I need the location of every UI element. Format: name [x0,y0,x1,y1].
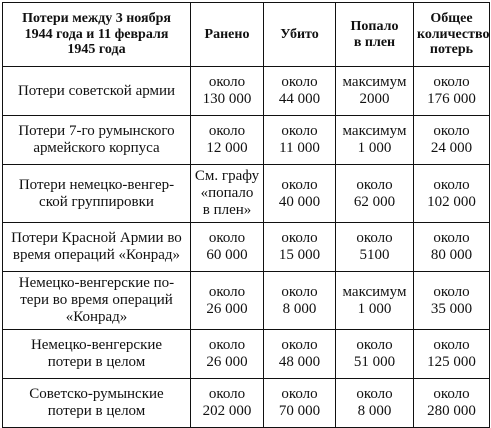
header-captured [336,3,414,67]
cell-captured [336,116,414,165]
row-label [3,330,191,379]
losses-table-container [2,2,490,419]
row-label-text: Советско-румынские потери в целом [29,386,164,419]
cell-wounded [191,165,264,223]
cell-wounded [191,379,264,428]
row-label-text: Немецко-венгерские по- тери во время операций «Конрад» [18,275,175,325]
header-captured-text: Попало в плен [350,18,399,50]
cell-captured-text: около 51 000 [353,337,396,370]
cell-wounded [191,116,264,165]
cell-total [414,165,490,223]
cell-total-text: около 102 000 [427,176,476,210]
cell-wounded-text: около 130 000 [202,74,252,107]
cell-captured-text: около 62 000 [353,176,396,210]
cell-killed-text: около 44 000 [278,74,321,107]
table-row [3,116,490,165]
table-row [3,223,490,272]
cell-wounded-text: См. графу «попало в плен» [194,168,260,218]
header-period-text: Потери между 3 ноября 1944 года и 11 февраля 1945 года [22,10,171,58]
cell-wounded-text: около 26 000 [206,337,248,370]
cell-killed [264,116,336,165]
header-killed [264,3,336,67]
cell-wounded [191,223,264,272]
table-row [3,67,490,116]
cell-captured-text: максимум 2000 [342,74,407,107]
cell-total-text: около 80 000 [430,230,473,263]
cell-total-text: около 280 000 [427,386,476,419]
table-row [3,330,490,379]
cell-killed-text: около 15 000 [278,230,321,263]
cell-killed [264,223,336,272]
cell-total [414,116,490,165]
cell-captured [336,165,414,223]
header-total [414,3,490,67]
header-period [3,3,191,67]
row-label [3,67,191,116]
cell-wounded [191,330,264,379]
cell-killed [264,330,336,379]
row-label-text: Потери 7-го румынского армейского корпуса [18,123,175,156]
cell-killed-text: около 48 000 [278,337,321,370]
cell-total [414,379,490,428]
cell-wounded-text: около 26 000 [206,283,248,317]
cell-total [414,223,490,272]
cell-killed [264,272,336,330]
cell-wounded [191,272,264,330]
cell-total-text: около 176 000 [427,74,476,107]
header-wounded [191,3,264,67]
cell-killed-text: около 8 000 [281,283,318,317]
cell-killed-text: около 40 000 [278,176,321,210]
table-row [3,272,490,330]
cell-total [414,330,490,379]
cell-wounded-text: около 60 000 [206,230,248,263]
cell-captured [336,67,414,116]
row-label [3,272,191,330]
cell-killed [264,165,336,223]
cell-total [414,67,490,116]
cell-total-text: около 24 000 [430,123,473,156]
row-label-text: Немецко-венгерские потери в целом [30,337,163,370]
cell-captured-text: около 8 000 [356,386,393,419]
table-row [3,165,490,223]
cell-captured-text: около 5100 [356,230,393,263]
row-label-text: Потери Красной Армии во время операций «Конрад» [11,230,182,263]
cell-captured [336,223,414,272]
header-total-text: Общее количество потерь [417,10,490,58]
row-label [3,165,191,223]
cell-total-text: около 35 000 [430,283,473,317]
row-label [3,223,191,272]
cell-killed-text: около 11 000 [279,123,320,156]
cell-captured-text: максимум 1 000 [342,283,407,317]
cell-killed [264,67,336,116]
row-label-text: Потери советской армии [17,82,176,99]
cell-killed [264,379,336,428]
row-label [3,379,191,428]
losses-table [2,2,490,428]
cell-total-text: около 125 000 [427,337,476,370]
header-wounded-text: Ранено [204,26,250,42]
table-row [3,379,490,428]
cell-captured-text: максимум 1 000 [342,123,407,156]
cell-captured [336,379,414,428]
header-killed-text: Убито [280,26,319,42]
row-label [3,116,191,165]
table-header-row [3,3,490,67]
cell-wounded-text: около 202 000 [202,386,252,419]
row-label-text: Потери немецко-венгер- ской группировки [18,176,175,210]
cell-wounded [191,67,264,116]
cell-total [414,272,490,330]
cell-captured [336,272,414,330]
cell-captured [336,330,414,379]
cell-wounded-text: около 12 000 [206,123,248,156]
cell-killed-text: около 70 000 [278,386,321,419]
